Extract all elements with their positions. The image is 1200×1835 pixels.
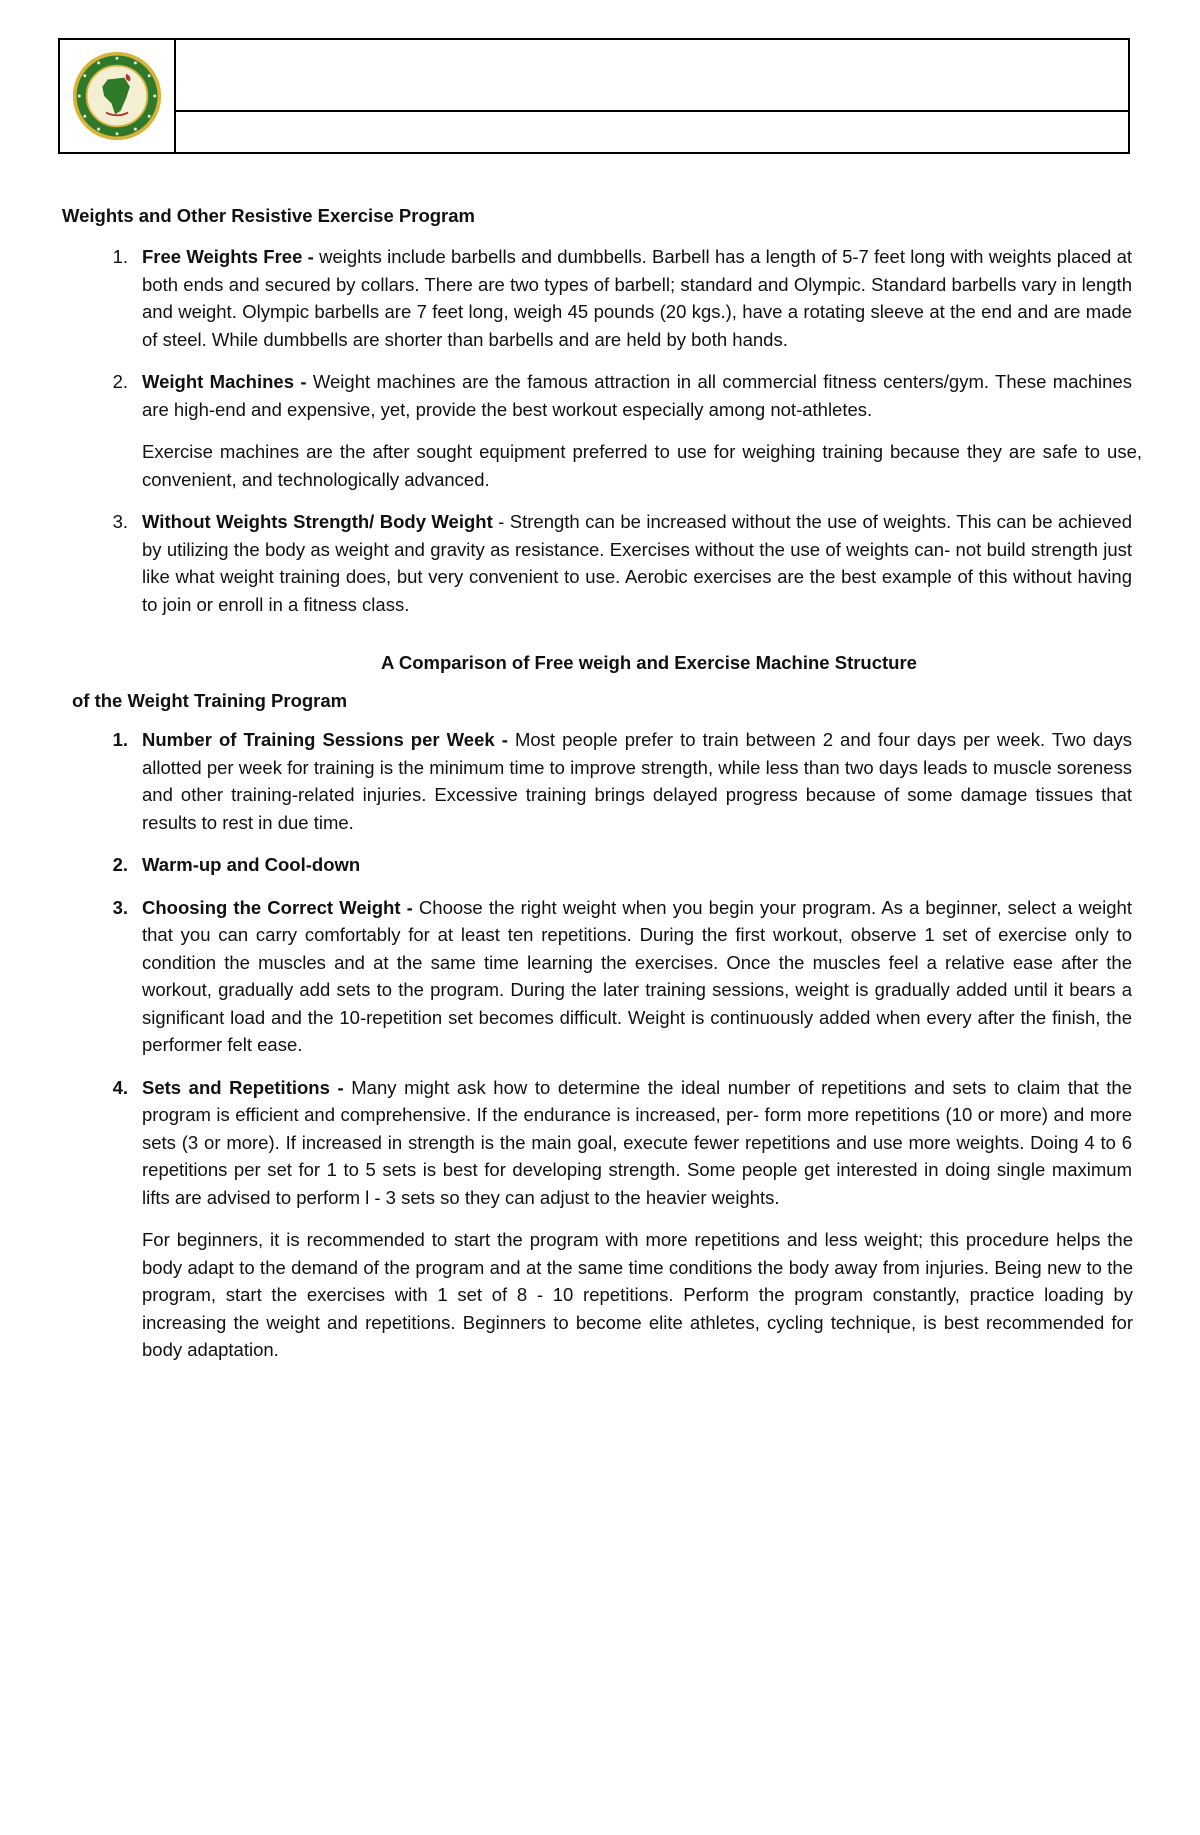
item-text xyxy=(142,508,1132,618)
header-cell-top xyxy=(176,40,1128,112)
item-extra-paragraph: Exercise machines are the after sought equipment preferred to use for weighing training because they are safe to use, convenient, and technologically advanced. xyxy=(142,441,1142,490)
item-heading: Weight Machines - xyxy=(142,371,307,392)
list-item xyxy=(62,894,1132,1059)
section-subtitle: of the Weight Training Program xyxy=(72,690,348,711)
item-number: 2. xyxy=(112,371,128,392)
item-number: 3. xyxy=(112,511,128,532)
item-description: Most people prefer to train between 2 and four days per week. Two days allotted per week for training is the minimum time to improve strength, while less than two days leads to muscle soreness and other training-related injuries. Excessive training brings delayed progress because of some damage tissues that results to rest in due time. xyxy=(142,729,1133,833)
item-text xyxy=(142,243,1132,353)
item-number: 4. xyxy=(112,1076,128,1098)
item-number: 2. xyxy=(112,854,128,875)
item-heading: Free Weights Free - xyxy=(142,246,314,267)
item-text xyxy=(142,726,1132,836)
item-number: 3. xyxy=(112,896,128,918)
item-heading: Choosing the Correct Weight - xyxy=(142,896,413,918)
item-text xyxy=(142,1074,1132,1212)
item-heading: Sets and Repetitions - xyxy=(142,1076,344,1098)
list-item xyxy=(62,508,1132,618)
item-heading: Without Weights Strength/ Body Weight xyxy=(142,511,493,532)
item-heading: Number of Training Sessions per Week - xyxy=(142,729,508,750)
item-extra-paragraph: For beginners, it is recommended to start the program with more repetitions and less weight; this procedure helps the body adapt to the demand of the program and at the same time conditions the body away from injuries. Being new to the program, start the exercises with 1 set of 8 - 10 repetitions. Perform the program constantly, practice loading by increasing the weight and repetitions. Beginners to become elite athletes, cycling technique, is best recommended for body adaptation. xyxy=(142,1229,1133,1360)
item-description: Many might ask how to determine the ideal number of repetitions and sets to claim that the program is efficient and comprehensive. If the endurance is increased, per- form more repetitions (10 or more) and more sets (3 or more). If increased in strength is the main goal, execute fewer repetitions and use more weights. Doing 4 to 6 repetitions per set for 1 to 5 sets is best for developing strength. Some people get interested in doing single maximum lifts are advised to perform l - 3 sets so they can adjust to the heavier weights. xyxy=(142,1076,1132,1208)
university-seal-logo-icon xyxy=(71,50,163,142)
item-description: weights include barbells and dumbbells. Barbell has a length of 5-7 feet long with weights placed at both ends and secured by collars. There are two types of barbell; standard and Olympic. Standard barbells vary in length and weight. Olympic barbells are 7 feet long, weigh 45 pounds (20 kgs.), have a rotating sleeve at the end and are made of steel. While dumbbells are shorter than barbells and are held by both hands. xyxy=(142,246,1132,350)
list-item xyxy=(62,368,1132,423)
section-title: Weights and Other Resistive Exercise Program xyxy=(62,205,475,226)
item-description: - Strength can be increased without the use of weights. This can be achieved by utilizing the body as weight and gravity as resistance. Exercises without the use of weights can- not build strength just like what weight training does, but very convenient to use. Aerobic exercises are the best example of this without having to join or enroll in a fitness class. xyxy=(142,511,1132,615)
logo-cell xyxy=(60,40,176,152)
item-number: 1. xyxy=(112,729,128,750)
header-right-cells xyxy=(176,40,1128,152)
list-item xyxy=(62,851,1132,879)
item-text xyxy=(142,851,1132,879)
header-cell-bottom xyxy=(176,112,1128,152)
item-heading: Warm-up and Cool-down xyxy=(142,854,361,875)
item-text xyxy=(142,368,1132,423)
item-number: 1. xyxy=(112,246,128,267)
document-header-table xyxy=(58,38,1130,154)
list-item xyxy=(62,1074,1132,1212)
item-description: Choose the right weight when you begin your program. As a beginner, select a weight that you can carry comfortably for at least ten repetitions. During the first workout, observe 1 set of exercise only to condition the muscles and at the same time learning the exercises. Once the muscles feel a relative ease after the workout, gradually add sets to the program. During the later training sessions, weight is gradually added until it bears a significant load and the 10-repetition set becomes difficult. Weight is continuously added when every after the finish, the performer felt ease. xyxy=(142,896,1132,1055)
document-body xyxy=(62,205,1142,1364)
list-item xyxy=(62,726,1132,836)
section-title: A Comparison of Free weigh and Exercise Machine Structure xyxy=(381,652,917,673)
item-text xyxy=(142,894,1132,1059)
list-item xyxy=(62,243,1132,353)
item-description: Weight machines are the famous attraction in all commercial fitness centers/gym. These machines are high-end and expensive, yet, provide the best workout especially among not-athletes. xyxy=(142,371,1132,420)
